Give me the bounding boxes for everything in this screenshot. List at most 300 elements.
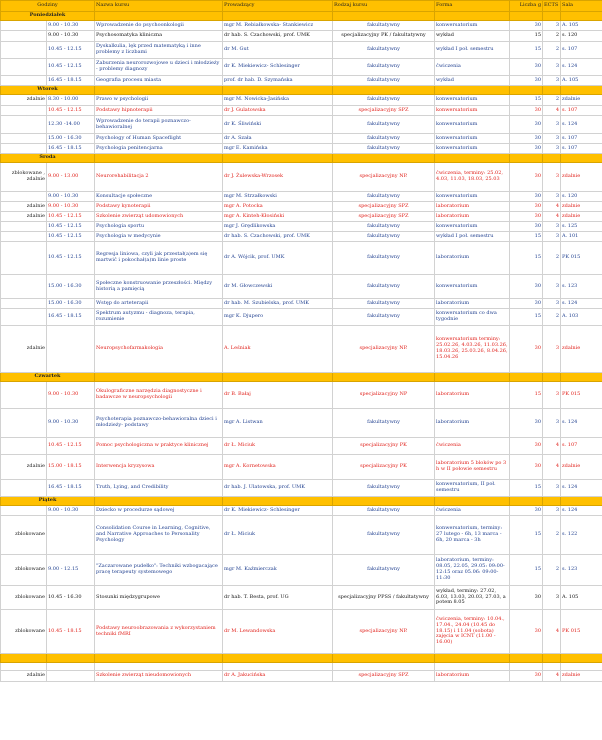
day-name: Środa xyxy=(1,154,95,163)
row-course: Psychologia penitencjarna xyxy=(95,144,223,154)
row-hour-count: 30 xyxy=(510,409,543,438)
day-header-cell xyxy=(333,154,435,163)
row-form: wykład xyxy=(435,31,510,42)
row-hours: 15.00 - 16.30 xyxy=(47,275,95,299)
row-course: Geografia procesu miasta xyxy=(95,76,223,86)
row-hour-count: 15 xyxy=(510,232,543,242)
row-ects: 2 xyxy=(543,95,561,106)
row-course: Wprowadzenie do terapii poznawczo-behawioralnej xyxy=(95,116,223,134)
row-teacher: mgr M. Nowicka-Jasińska xyxy=(223,95,333,106)
row-hours: 10.45 - 12.15 xyxy=(47,42,95,59)
day-header-cell xyxy=(561,12,602,21)
row-ects: 2 xyxy=(543,516,561,555)
header-rodzaj: Rodzaj kursu xyxy=(333,1,435,12)
header-godziny: Godziny xyxy=(1,1,95,12)
row-note xyxy=(1,275,47,299)
table-row xyxy=(1,106,602,116)
day-header-cell xyxy=(510,154,543,163)
row-form: konwersatorium xyxy=(435,144,510,154)
blank-cell xyxy=(1,663,47,671)
row-ects: 3 xyxy=(543,192,561,202)
day-header-cell xyxy=(510,497,543,506)
row-note: zdalnie xyxy=(1,455,47,480)
row-ects: 4 xyxy=(543,610,561,654)
row-ects: 4 xyxy=(543,212,561,222)
separator-cell xyxy=(561,654,602,663)
table-row xyxy=(1,299,602,309)
row-hours: 10.45 - 18.15 xyxy=(47,610,95,654)
row-teacher: mgr A. Potocka xyxy=(223,202,333,212)
row-form: laboratorium xyxy=(435,242,510,275)
day-header-cell xyxy=(95,86,223,95)
row-teacher: A. Leśniak xyxy=(223,326,333,373)
row-course: Regresja liniowa, czyli jak przestał(a)em się martwić i pokochał(a)m linie proste xyxy=(95,242,223,275)
row-note xyxy=(1,480,47,497)
row-form: ćwiczenia, terminy: 10.04., 17.04., 24.04 (10.45 do 18.15) i 11.04 (sobota) zajęcia w ICNT (11.00 - 16.00) xyxy=(435,610,510,654)
row-hours: 15.00 - 16.30 xyxy=(47,299,95,309)
day-name: Wtorek xyxy=(1,86,95,95)
row-ects: 3 xyxy=(543,382,561,409)
table-row xyxy=(1,232,602,242)
row-hour-count: 15 xyxy=(510,42,543,59)
row-form: konwersatorium xyxy=(435,222,510,232)
row-note xyxy=(1,299,47,309)
row-form: konwersatorium xyxy=(435,95,510,106)
row-form: konwersatorium xyxy=(435,21,510,31)
row-kind: specjalizacyjny SPZ xyxy=(333,202,435,212)
blank-cell xyxy=(561,663,602,671)
day-header-cell xyxy=(543,12,561,21)
row-room: s. 107 xyxy=(561,144,602,154)
blank-row xyxy=(1,663,602,671)
row-teacher: dr hab. M. Szubielska, prof. UMK xyxy=(223,299,333,309)
row-note: zdalnie xyxy=(1,671,47,682)
row-form: konwersatorium xyxy=(435,192,510,202)
row-ects: 4 xyxy=(543,106,561,116)
row-kind: fakultatywny xyxy=(333,76,435,86)
row-hour-count: 30 xyxy=(510,222,543,232)
row-form: wykład xyxy=(435,76,510,86)
day-header-cell xyxy=(510,12,543,21)
row-hour-count: 30 xyxy=(510,438,543,455)
row-hours: 15.00 - 16.30 xyxy=(47,134,95,144)
row-note: zdalnie xyxy=(1,326,47,373)
day-header-row xyxy=(1,86,602,95)
row-teacher: dr hab. S. Czachowski, prof. UMK xyxy=(223,31,333,42)
row-ects: 2 xyxy=(543,31,561,42)
row-teacher: dr B. Bałaj xyxy=(223,382,333,409)
day-header-row xyxy=(1,373,602,382)
day-header-cell xyxy=(333,497,435,506)
table-row xyxy=(1,21,602,31)
row-hour-count: 15 xyxy=(510,480,543,497)
row-room: s. 120 xyxy=(561,192,602,202)
day-header-cell xyxy=(223,154,333,163)
row-kind: specjalizacyjny NP. xyxy=(333,163,435,192)
row-note xyxy=(1,192,47,202)
row-note: zblokowane xyxy=(1,516,47,555)
row-hours: 9.00 - 13.00 xyxy=(47,163,95,192)
row-hour-count: 15 xyxy=(510,31,543,42)
row-hours: 10.45 - 12.15 xyxy=(47,222,95,232)
row-note xyxy=(1,21,47,31)
row-hour-count: 30 xyxy=(510,299,543,309)
row-kind: fakultatywny xyxy=(333,134,435,144)
row-room: s. 122 xyxy=(561,516,602,555)
row-hour-count: 15 xyxy=(510,555,543,586)
row-form: konwersatorium xyxy=(435,134,510,144)
row-ects: 3 xyxy=(543,299,561,309)
row-hour-count: 15 xyxy=(510,242,543,275)
row-room: zdalnie xyxy=(561,163,602,192)
row-teacher: mgr A. Kinteh-Kłosiński xyxy=(223,212,333,222)
day-header-cell xyxy=(223,86,333,95)
row-teacher: dr Ł. Miciuk xyxy=(223,438,333,455)
row-course: Wprowadzenie do psychoonkologii xyxy=(95,21,223,31)
row-hours: 10.45 - 12.15 xyxy=(47,438,95,455)
day-header-cell xyxy=(95,12,223,21)
day-header-cell xyxy=(543,373,561,382)
row-hour-count: 15 xyxy=(510,516,543,555)
row-ects: 3 xyxy=(543,275,561,299)
row-note xyxy=(1,144,47,154)
blank-cell xyxy=(223,663,333,671)
row-room: s. 123 xyxy=(561,555,602,586)
row-course: Konsultacje społeczne xyxy=(95,192,223,202)
row-ects: 2 xyxy=(543,555,561,586)
row-form: konwersatorium, II poł. semestru xyxy=(435,480,510,497)
row-form: konwersatorium, terminy: 27 lutego - 6h, 13 marca - 6h, 20 marca - 3h xyxy=(435,516,510,555)
day-header-cell xyxy=(95,154,223,163)
row-kind: specjalizacyjny SPZ xyxy=(333,671,435,682)
row-hour-count: 30 xyxy=(510,275,543,299)
blank-cell xyxy=(95,663,223,671)
row-hours: 9.00 - 10.30 xyxy=(47,192,95,202)
day-header-cell xyxy=(435,373,510,382)
row-room: A. 103 xyxy=(561,309,602,326)
row-hours: 9.00 - 10.30 xyxy=(47,506,95,516)
row-ects: 4 xyxy=(543,438,561,455)
row-hour-count: 30 xyxy=(510,455,543,480)
row-course: Wstęp do arteterapii xyxy=(95,299,223,309)
header-row xyxy=(1,1,602,12)
day-header-row xyxy=(1,12,602,21)
header-forma: Forma xyxy=(435,1,510,12)
row-hour-count: 30 xyxy=(510,326,543,373)
row-course: Okulograficzne narzędzia diagnostyczne i badawcze w neuropsychologii xyxy=(95,382,223,409)
row-course: Dziecko w procedurze sądowej xyxy=(95,506,223,516)
row-form: konwersatorium terminy: 25.02.26, 4.03.26, 11.03.26, 18.03.26, 25.03.26, 8.04.26, 15.04.26 xyxy=(435,326,510,373)
row-note xyxy=(1,242,47,275)
table-row xyxy=(1,480,602,497)
row-ects: 3 xyxy=(543,134,561,144)
row-room: zdalnie xyxy=(561,202,602,212)
row-form: konwersatorium xyxy=(435,106,510,116)
row-note: zblokowane xyxy=(1,555,47,586)
row-course: Neurorehabilitacja 2 xyxy=(95,163,223,192)
table-row xyxy=(1,555,602,586)
separator-cell xyxy=(543,654,561,663)
row-room: s. 124 xyxy=(561,480,602,497)
row-ects: 2 xyxy=(543,309,561,326)
row-ects: 4 xyxy=(543,455,561,480)
row-hour-count: 30 xyxy=(510,506,543,516)
row-teacher: dr J. Żulewska-Wrzosek xyxy=(223,163,333,192)
row-teacher: dr Ł. Miciuk xyxy=(223,516,333,555)
row-hour-count: 30 xyxy=(510,610,543,654)
row-hours: 8.30 - 10.00 xyxy=(47,95,95,106)
row-teacher: dr M. Lewandowska xyxy=(223,610,333,654)
row-ects: 3 xyxy=(543,21,561,31)
table-row xyxy=(1,212,602,222)
row-ects: 3 xyxy=(543,222,561,232)
row-teacher: dr hab. J. Ulatowska, prof. UMK xyxy=(223,480,333,497)
row-room: s. 120 xyxy=(561,31,602,42)
row-ects: 2 xyxy=(543,242,561,275)
row-hours: 10.45 - 12.15 xyxy=(47,106,95,116)
row-room: s. 123 xyxy=(561,275,602,299)
row-hour-count: 30 xyxy=(510,192,543,202)
day-header-cell xyxy=(561,154,602,163)
row-teacher: dr J. Gulatowska xyxy=(223,106,333,116)
row-course: Neuropsychofarmakologia xyxy=(95,326,223,373)
row-ects: 3 xyxy=(543,480,561,497)
day-header-cell xyxy=(223,373,333,382)
table-row xyxy=(1,76,602,86)
row-room: A. 105 xyxy=(561,76,602,86)
row-teacher: dr K. Śliwiński xyxy=(223,116,333,134)
table-row xyxy=(1,671,602,682)
row-course: Spektrum autyzmu - diagnoza, terapia, rozumienie xyxy=(95,309,223,326)
row-teacher: dr M. Gut xyxy=(223,42,333,59)
row-course: Szkolenie zwierząt nieudomowionych xyxy=(95,671,223,682)
row-course: Pomoc psychologiczna w praktyce klinicznej xyxy=(95,438,223,455)
table-row xyxy=(1,163,602,192)
row-form: ćwiczenia xyxy=(435,438,510,455)
row-course: Stosunki międzygrupowe xyxy=(95,586,223,610)
row-teacher: dr hab. T. Besta, prof. UG xyxy=(223,586,333,610)
day-header-cell xyxy=(543,154,561,163)
row-kind: fakultatywny xyxy=(333,275,435,299)
row-teacher: mgr M. Rebiałkowska- Stankiewicz xyxy=(223,21,333,31)
row-form: ćwiczenia xyxy=(435,59,510,76)
row-note: zblokowane , zdalnie xyxy=(1,163,47,192)
row-teacher: mgr J. Grędlikowska xyxy=(223,222,333,232)
separator-cell xyxy=(47,654,95,663)
row-room: PK 015 xyxy=(561,610,602,654)
row-hour-count: 30 xyxy=(510,212,543,222)
row-ects: 3 xyxy=(543,586,561,610)
row-kind: fakultatywny xyxy=(333,299,435,309)
table-row xyxy=(1,192,602,202)
day-header-cell xyxy=(95,373,223,382)
row-ects: 4 xyxy=(543,671,561,682)
row-course: Prawo w psychologii xyxy=(95,95,223,106)
row-note xyxy=(1,76,47,86)
blank-cell xyxy=(333,663,435,671)
day-header-cell xyxy=(223,497,333,506)
row-ects: 4 xyxy=(543,202,561,212)
row-note xyxy=(1,232,47,242)
row-form: laboratorium xyxy=(435,299,510,309)
row-teacher: mgr A. Listwan xyxy=(223,409,333,438)
day-header-cell xyxy=(435,497,510,506)
row-note: zdalnie xyxy=(1,202,47,212)
row-note xyxy=(1,382,47,409)
table-row xyxy=(1,202,602,212)
table-row xyxy=(1,31,602,42)
row-hour-count: 15 xyxy=(510,382,543,409)
row-room: s. 124 xyxy=(561,506,602,516)
row-teacher: mgr K. Djupero xyxy=(223,309,333,326)
table-row xyxy=(1,455,602,480)
row-kind: specjalizacyjny SPZ xyxy=(333,106,435,116)
separator-cell xyxy=(95,654,223,663)
row-hours: 9.00 - 10.30 xyxy=(47,409,95,438)
row-course: "Zaczarowane pudełko": Techniki wzbogacające pracę terapeuty systemowego xyxy=(95,555,223,586)
row-form: laboratorium xyxy=(435,382,510,409)
row-teacher: dr M. Głowczewski xyxy=(223,275,333,299)
row-form: laboratorium xyxy=(435,202,510,212)
row-hour-count: 30 xyxy=(510,144,543,154)
row-teacher: mgr E. Kamińska xyxy=(223,144,333,154)
row-kind: fakultatywny xyxy=(333,480,435,497)
row-course: Szkolenie zwierząt udomowionych xyxy=(95,212,223,222)
row-hours: 9.00 - 10.30 xyxy=(47,21,95,31)
table-row xyxy=(1,516,602,555)
day-header-cell xyxy=(561,86,602,95)
row-note xyxy=(1,309,47,326)
row-kind: fakultatywny xyxy=(333,409,435,438)
row-room: s. 107 xyxy=(561,134,602,144)
blank-cell xyxy=(435,663,510,671)
row-hour-count: 30 xyxy=(510,59,543,76)
day-name: Piątek xyxy=(1,497,95,506)
row-course: Podstawy kynoterapii xyxy=(95,202,223,212)
table-row xyxy=(1,42,602,59)
row-kind: fakultatywny xyxy=(333,555,435,586)
row-hours: 10.45 - 12.15 xyxy=(47,59,95,76)
row-kind: fakultatywny xyxy=(333,144,435,154)
separator-cell xyxy=(223,654,333,663)
row-form: ćwiczenia, terminy: 25.02, 4.03, 11.03, 18.03, 25.03 xyxy=(435,163,510,192)
row-form: konwersatorium xyxy=(435,116,510,134)
row-ects: 3 xyxy=(543,506,561,516)
row-note xyxy=(1,31,47,42)
blank-cell xyxy=(47,663,95,671)
row-kind: specjalizacyjny NP. xyxy=(333,326,435,373)
row-kind: fakultatywny xyxy=(333,506,435,516)
row-room: s. 125 xyxy=(561,222,602,232)
row-kind: fakultatywny xyxy=(333,309,435,326)
row-note xyxy=(1,222,47,232)
row-kind: fakultatywny xyxy=(333,42,435,59)
row-kind: specjalizacyjny PK xyxy=(333,438,435,455)
row-teacher: mgr A. Kornetowska xyxy=(223,455,333,480)
separator-cell xyxy=(435,654,510,663)
table-row xyxy=(1,586,602,610)
row-ects: 3 xyxy=(543,409,561,438)
day-header-cell xyxy=(333,12,435,21)
row-room: s. 107 xyxy=(561,42,602,59)
schedule-body xyxy=(1,12,602,682)
row-hours: 16.45 - 18.15 xyxy=(47,144,95,154)
row-note xyxy=(1,409,47,438)
row-kind: fakultatywny xyxy=(333,59,435,76)
row-kind: specjalizacyjny NP. xyxy=(333,610,435,654)
row-course: Społeczne konstruowanie przeszłości. Między historią a pamięcią xyxy=(95,275,223,299)
row-hours xyxy=(47,516,95,555)
row-form: laboratorium xyxy=(435,671,510,682)
row-room: s. 124 xyxy=(561,116,602,134)
header-nazwa: Nazwa kursu xyxy=(95,1,223,12)
row-hours xyxy=(47,326,95,373)
row-room: s. 107 xyxy=(561,438,602,455)
day-header-cell xyxy=(561,373,602,382)
table-row xyxy=(1,95,602,106)
row-room: zdalnie xyxy=(561,95,602,106)
row-hour-count: 30 xyxy=(510,106,543,116)
header-liczba: Liczba g xyxy=(510,1,543,12)
row-course: Dyskalkulia, lęk przed matematyką i inne problemy z liczbami xyxy=(95,42,223,59)
row-form: laboratorium 5 bloków po 3 h w II połowie semestru xyxy=(435,455,510,480)
row-room: s. 124 xyxy=(561,299,602,309)
row-hours: 9.00 - 10.30 xyxy=(47,31,95,42)
row-hours xyxy=(47,671,95,682)
row-form: wykład I poł. semestru xyxy=(435,42,510,59)
row-course: Psychology of Human Spaceflight xyxy=(95,134,223,144)
row-room: A. 105 xyxy=(561,21,602,31)
row-hours: 10.45 - 12.15 xyxy=(47,212,95,222)
row-form: laboratorium, terminy: 08.05, 22.05, 29.05: 09:00-12:15 oraz 05.06: 09:00-11:30 xyxy=(435,555,510,586)
separator-cell xyxy=(333,654,435,663)
table-row xyxy=(1,309,602,326)
row-course: Truth, Lying, and Credibility xyxy=(95,480,223,497)
row-hour-count: 30 xyxy=(510,202,543,212)
row-kind: fakultatywny xyxy=(333,222,435,232)
row-ects: 3 xyxy=(543,163,561,192)
row-course: Psychoterapia poznawczo-behawioralna dzieci i młodzieży- podstawy xyxy=(95,409,223,438)
row-ects: 2 xyxy=(543,42,561,59)
row-kind: specjalizacyjny PK / fakultatywny xyxy=(333,31,435,42)
row-hour-count: 30 xyxy=(510,21,543,31)
row-note xyxy=(1,506,47,516)
blank-cell xyxy=(510,663,543,671)
table-row xyxy=(1,326,602,373)
table-row xyxy=(1,222,602,232)
separator-cell xyxy=(1,654,47,663)
day-name: Poniedziałek xyxy=(1,12,95,21)
row-teacher: prof. dr hab. D. Szymańska xyxy=(223,76,333,86)
day-header-row xyxy=(1,497,602,506)
row-note xyxy=(1,438,47,455)
row-form: ćwiczenia xyxy=(435,506,510,516)
row-teacher: dr hab. S. Czachowski, prof. UMK xyxy=(223,232,333,242)
day-header-cell xyxy=(435,12,510,21)
row-kind: fakultatywny xyxy=(333,116,435,134)
row-hours: 10.45 - 16.30 xyxy=(47,586,95,610)
row-kind: fakultatywny xyxy=(333,95,435,106)
row-room: s. 124 xyxy=(561,59,602,76)
row-room: A. 105 xyxy=(561,586,602,610)
row-hour-count: 30 xyxy=(510,76,543,86)
row-room: s. 124 xyxy=(561,409,602,438)
table-row xyxy=(1,144,602,154)
row-kind: fakultatywny xyxy=(333,232,435,242)
row-hours: 10.45 - 12.15 xyxy=(47,232,95,242)
row-note xyxy=(1,134,47,144)
separator-cell xyxy=(510,654,543,663)
